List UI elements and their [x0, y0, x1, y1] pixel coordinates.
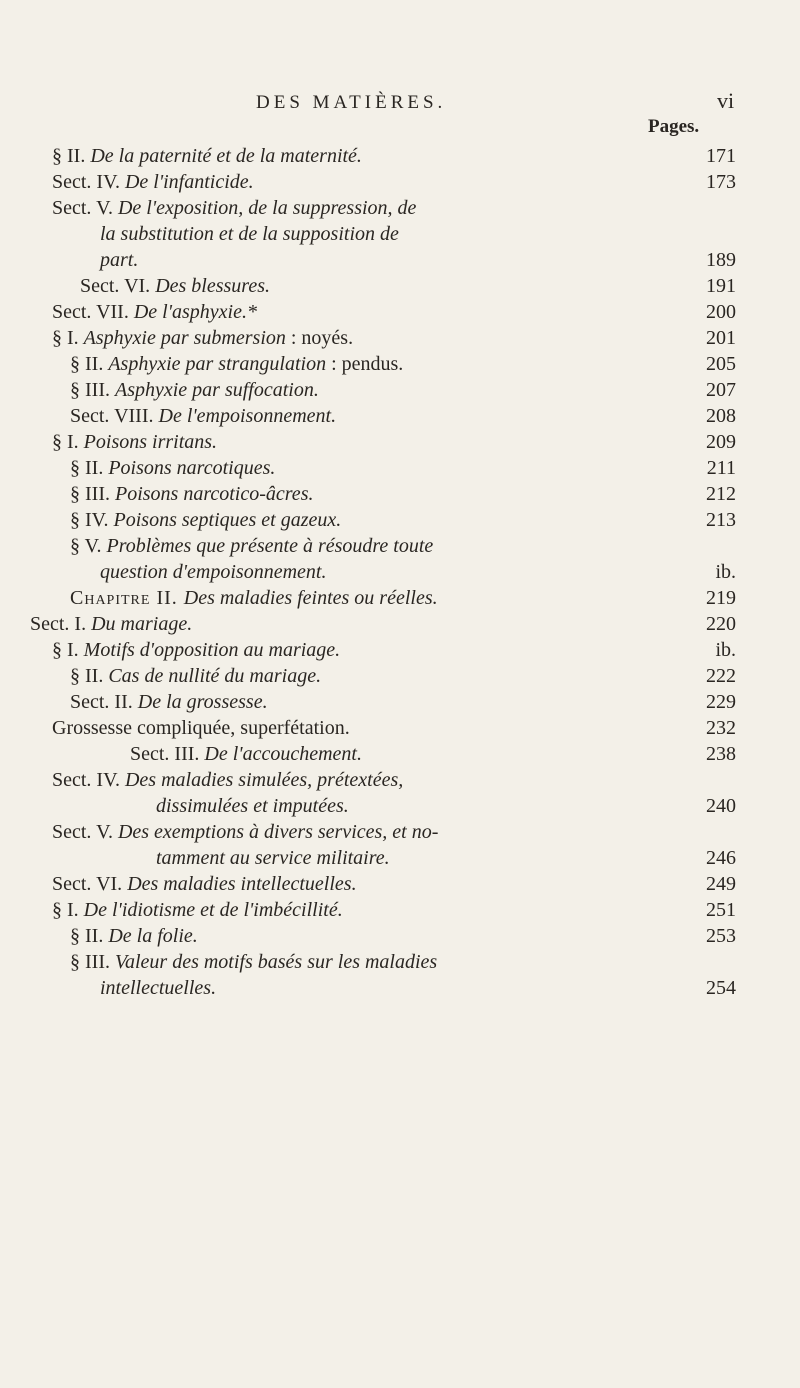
entry-prefix: § II.: [70, 457, 109, 479]
continuation-text: intellectuelles.: [100, 977, 217, 999]
entry-page-number: 211: [706, 457, 736, 479]
entry-prefix: Sect. VI.: [52, 873, 128, 895]
entry-page-number: 229: [706, 691, 736, 713]
entry-prefix: § I.: [52, 639, 84, 661]
toc-entry: [0, 767, 800, 793]
entry-page-number: 219: [706, 587, 736, 609]
entry-page-number: 205: [706, 353, 736, 375]
entry-prefix: § III.: [70, 483, 115, 505]
toc-entry: [0, 273, 800, 299]
toc-entry-continuation: [0, 793, 800, 819]
entry-prefix: Sect. IV.: [52, 769, 125, 791]
running-title: DES MATIÈRES.: [256, 92, 447, 113]
entry-page-number: ib.: [715, 639, 736, 661]
toc-entry-continuation: [0, 559, 800, 585]
entry-prefix: Sect. VIII.: [70, 405, 159, 427]
toc-entry: [0, 455, 800, 481]
entry-title: Cas de nullité du mariage.: [108, 665, 322, 687]
toc-entry: [0, 351, 800, 377]
entry-prefix: Sect. IV.: [52, 171, 125, 193]
continuation-text: question d'empoisonnement.: [100, 561, 327, 583]
toc-entry: [0, 481, 800, 507]
entry-prefix: § III.: [70, 379, 115, 401]
continuation-text: dissimulées et imputées.: [156, 795, 349, 817]
entry-title: De l'accouchement.: [204, 743, 362, 765]
entry-prefix: Sect. V.: [52, 821, 118, 843]
entry-page-number: 222: [706, 665, 736, 687]
entry-title: Des blessures.: [155, 275, 270, 297]
entry-page-number: 212: [706, 483, 736, 505]
entry-title: Valeur des motifs basés sur les maladies: [114, 951, 438, 973]
toc-entry: [0, 143, 800, 169]
entry-title: Poisons septiques et gazeux.: [113, 509, 342, 531]
toc-entry: [0, 429, 800, 455]
entry-title: Des maladies simulées, prétextées,: [124, 769, 404, 791]
entry-page-number: 189: [706, 249, 736, 271]
entry-page-number: 208: [706, 405, 736, 427]
entry-title: Poisons irritans.: [83, 431, 218, 453]
entry-title: Des maladies intellectuelles.: [127, 873, 357, 895]
toc-entry: [0, 663, 800, 689]
continuation-text: la substitution et de la supposition de: [100, 223, 399, 245]
toc-entry: [0, 923, 800, 949]
entry-title: Du mariage.: [91, 613, 193, 635]
toc-entry: [0, 169, 800, 195]
entry-prefix: § II.: [52, 145, 91, 167]
toc-entry: [0, 689, 800, 715]
entry-prefix: Sect. III.: [130, 743, 205, 765]
entry-title: Poisons narcotiques.: [108, 457, 276, 479]
entry-prefix: § V.: [70, 535, 107, 557]
entry-prefix: § I.: [52, 327, 84, 349]
toc-entry: [0, 611, 800, 637]
entry-page-number: 246: [706, 847, 736, 869]
entry-title: De l'infanticide.: [124, 171, 254, 193]
entry-title: De la paternité et de la maternité.: [90, 145, 362, 167]
table-of-contents: [0, 143, 800, 1001]
entry-page-number: 191: [706, 275, 736, 297]
entry-page-number: 201: [706, 327, 736, 349]
entry-page-number: 213: [706, 509, 736, 531]
toc-entry: [0, 741, 800, 767]
entry-prefix: § III.: [70, 951, 115, 973]
toc-entry: [0, 299, 800, 325]
entry-title: De l'idiotisme et de l'imbécillité.: [83, 899, 343, 921]
toc-entry-continuation: [0, 975, 800, 1001]
entry-page-number: 220: [706, 613, 736, 635]
toc-entry: [0, 819, 800, 845]
entry-title: Des maladies feintes ou réelles.: [183, 587, 438, 609]
entry-page-number: 200: [706, 301, 736, 323]
toc-entry-continuation: [0, 845, 800, 871]
toc-entry: [0, 585, 800, 611]
toc-entry: [0, 403, 800, 429]
entry-tail: : noyés.: [285, 327, 354, 349]
entry-prefix: § I.: [52, 899, 84, 921]
entry-page-number: 238: [706, 743, 736, 765]
entry-prefix: Sect. I.: [30, 613, 92, 635]
entry-title: De la folie.: [108, 925, 198, 947]
toc-entry: [0, 507, 800, 533]
entry-title: De l'asphyxie.*: [133, 301, 257, 323]
entry-title: Poisons narcotico-âcres.: [114, 483, 314, 505]
entry-title: De l'empoisonnement.: [158, 405, 337, 427]
entry-page-number: 253: [706, 925, 736, 947]
entry-title: Motifs d'opposition au mariage.: [83, 639, 341, 661]
page-folio: vi: [717, 88, 735, 113]
entry-prefix: Sect. V.: [52, 197, 118, 219]
entry-prefix: § II.: [70, 665, 109, 687]
entry-page-number: 251: [706, 899, 736, 921]
toc-entry-continuation: [0, 221, 800, 247]
entry-prefix: Sect. II.: [70, 691, 138, 713]
entry-page-number: 173: [706, 171, 736, 193]
toc-entry: [0, 897, 800, 923]
entry-tail: Grossesse compliquée, superfétation.: [52, 717, 350, 739]
entry-title: Des exemptions à divers services, et no-: [117, 821, 439, 843]
entry-title: Asphyxie par suffocation.: [114, 379, 319, 401]
entry-page-number: 171: [706, 145, 736, 167]
entry-title: De l'exposition, de la suppression, de: [117, 197, 417, 219]
entry-page-number: ib.: [715, 561, 736, 583]
entry-prefix: Chapitre II.: [70, 587, 184, 609]
entry-prefix: § II.: [70, 925, 109, 947]
toc-entry: [0, 949, 800, 975]
entry-title: Problèmes que présente à résoudre toute: [106, 535, 434, 557]
entry-page-number: 207: [706, 379, 736, 401]
toc-entry: [0, 871, 800, 897]
entry-prefix: Sect. VI.: [80, 275, 156, 297]
toc-entry-continuation: [0, 247, 800, 273]
continuation-text: tamment au service militaire.: [156, 847, 390, 869]
entry-prefix: § II.: [70, 353, 109, 375]
toc-entry: [0, 637, 800, 663]
entry-title: De la grossesse.: [137, 691, 268, 713]
toc-entry: [0, 325, 800, 351]
entry-page-number: 209: [706, 431, 736, 453]
toc-entry: [0, 533, 800, 559]
entry-page-number: 254: [706, 977, 736, 999]
entry-page-number: 232: [706, 717, 736, 739]
entry-page-number: 240: [706, 795, 736, 817]
pages-column-label: Pages.: [648, 116, 700, 137]
toc-entry: [0, 195, 800, 221]
toc-entry: [0, 715, 800, 741]
entry-title: Asphyxie par strangulation: [108, 353, 327, 375]
entry-prefix: § I.: [52, 431, 84, 453]
entry-page-number: 249: [706, 873, 736, 895]
entry-tail: : pendus.: [326, 353, 404, 375]
entry-title: Asphyxie par submersion: [83, 327, 286, 349]
continuation-text: part.: [100, 249, 139, 271]
entry-prefix: Sect. VII.: [52, 301, 134, 323]
toc-entry: [0, 377, 800, 403]
entry-prefix: § IV.: [70, 509, 114, 531]
